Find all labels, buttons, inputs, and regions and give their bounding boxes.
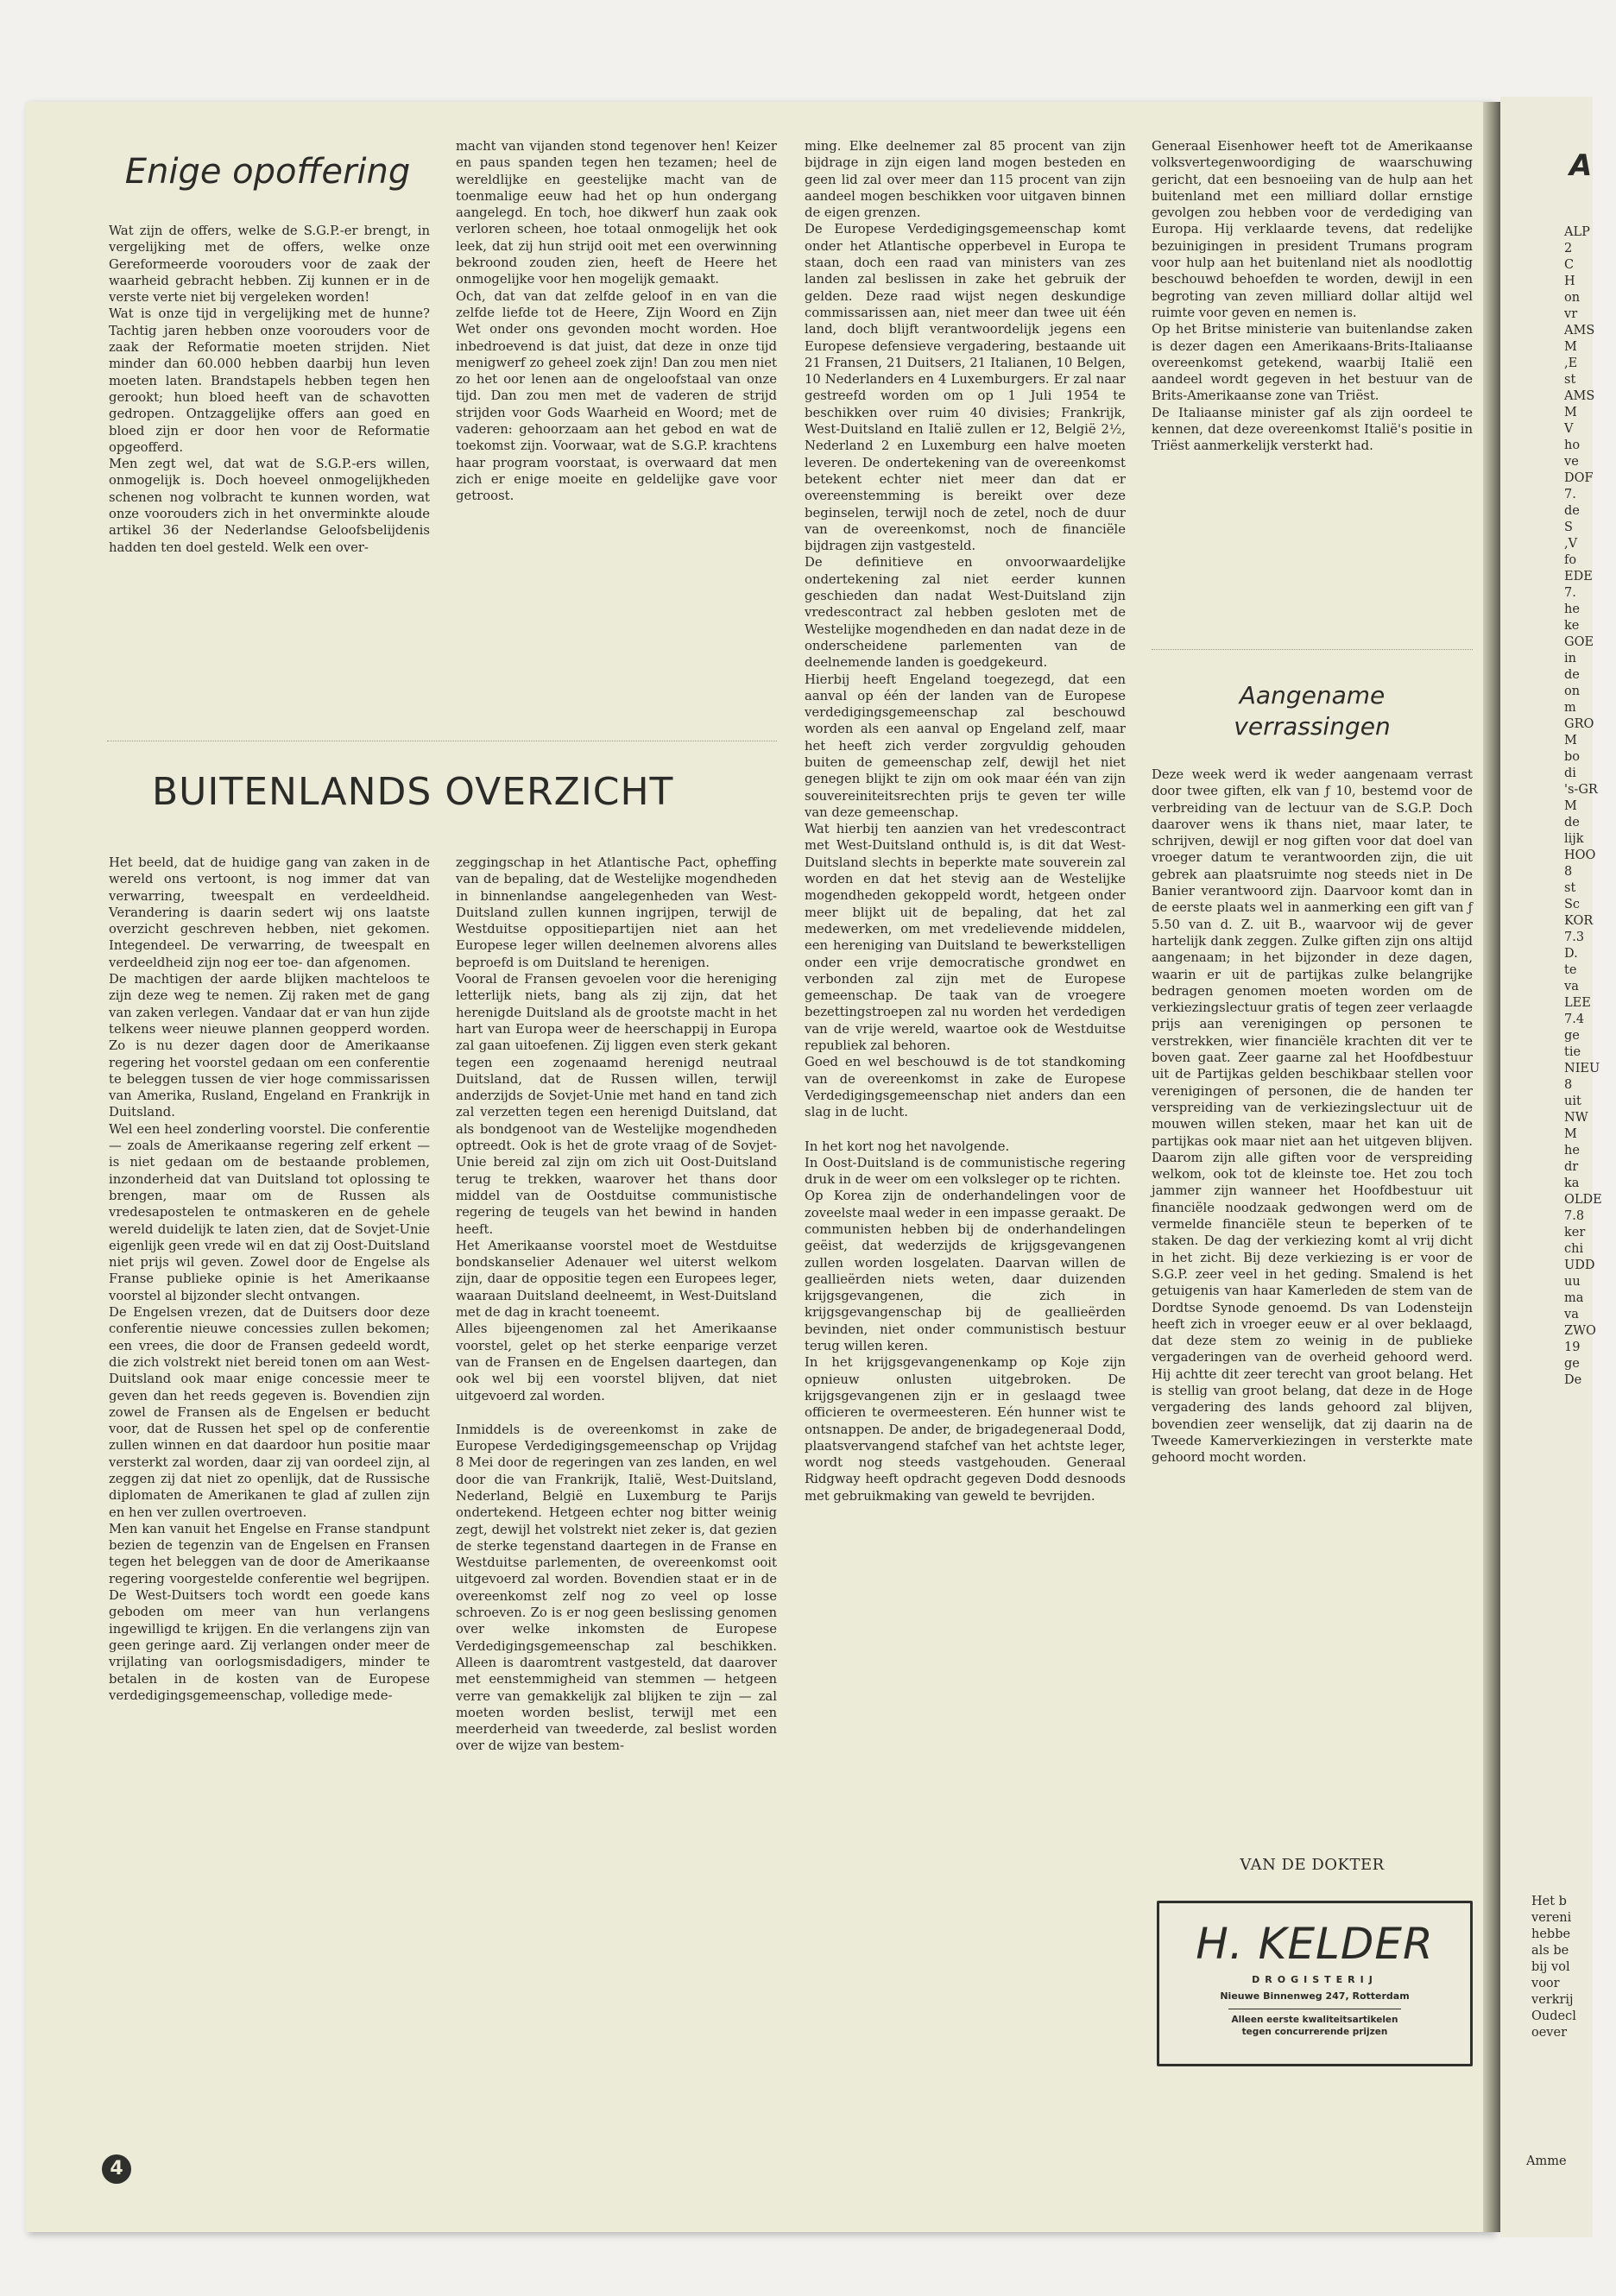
edge-text-line: 7. [1564,586,1576,600]
column-divider [1152,649,1473,650]
edge-text-line: de [1564,816,1580,829]
edge-text-line: Sc [1564,898,1581,911]
edge-text-line: C [1564,258,1575,272]
paragraph: Alles bijeengenomen zal het Amerikaanse voorstel, gelet op het sterke eenparige verzet van de Fransen en de Engelsen daartegen, dan ook wel bij een voorstel blijven, dat niet uitgevoerd zal worden. [456,1321,777,1403]
ad-subtitle: DROGISTERIJ [1252,1974,1378,1985]
opoffering-column-2 [456,138,777,505]
paragraph: Goed en wel beschouwd is de tot standkoming van de overeenkomst in zake de Europese Verdedigingsgemeenschap niet anders dan een slag in de lucht. [805,1055,1126,1120]
paragraph: Wat hierbij ten aanzien van het vredescontract met West-Duitsland onthuld is, is dit dat West-Duitsland slechts in beperkte mate souverein zal worden en dat het stevig aan de Westelijke mogendheden gekoppeld wordt, hetgeen onder meer blijkt uit de bepaling, dat het zal medewerken, om met vredelievende middelen, een hereniging van Duitsland te bewerkstelligen onder een vrije democratische grondwet en verbonden zal zijn met de Europese gemeenschap. De taak van de vroegere bezettingstroepen zal nu worden het verdedigen van de vrije wereld, waartoe ook de Westduitse republiek zal behoren. [805,822,1126,1054]
paragraph: De Europese Verdedigingsgemeenschap komt onder het Atlantische opperbevel in Europa te staan, doch een raad van ministers van zes landen zal beslissen in zake het gebruik der gelden. Deze raad wijst negen deskundige commissarissen aan, niet meer dan twee uit één land, doch blijft verantwoordelijk jegens een Europese defensieve vergadering, bestaande uit 21 Fransen, 21 Duitsers, 21 Italianen, 10 Belgen, 10 Nederlanders en 4 Luxemburgers. Er zal naar gestreefd worden om op 1 Juli 1954 te beschikken over ruim 40 divisies; Frankrijk, West-Duitsland en Italië zullen er 12, België 2½, Nederland 2 en Luxemburg een halve moeten leveren. De ondertekening van de overeenkomst betekent echter niet meer dan dat er overeenstemming is bereikt over deze beginselen, terwijl noch de zetel, noch de duur van de overeenkomst, noch de financiële bijdragen zijn vastgesteld. [805,222,1126,554]
edge-text-line: M [1564,734,1577,747]
edge-text-line: fo [1564,553,1577,567]
paragraph: Vooral de Fransen gevoelen voor die hereniging letterlijk niets, bang als zij zijn, dat het herenigde Duitsland als de grootste macht in het hart van Europa weer de heerschappij in Europa zal gaan uitoefenen. Zij liggen even sterk gekant tegen een zogenaamd herenigd neutraal Duitsland, dat de Russen willen, terwijl anderzijds de Sovjet-Unie met hand en tand zich zal verzetten tegen een herenigd Duitsland, dat als bondgenoot van de Westelijke mogendheden optreedt. Ook is het de grote vraag of de Sovjet-Unie bereid zal zijn om zich uit Oost-Duitsland terug te trekken, waarover het thans door middel van de Oostduitse communistische regering de teugels van het bewind in handen heeft. [456,972,777,1237]
edge-text-line: vereni [1531,1911,1572,1925]
edge-text-line: tie [1564,1045,1581,1059]
edge-text-line: uit [1564,1094,1581,1108]
advertisement-h-kelder [1157,1901,1473,2066]
edge-text-line: ALP [1564,225,1590,239]
edge-text-line: de [1564,504,1580,518]
next-page-edge [1500,97,1602,2237]
edge-text-line: on [1564,291,1581,305]
next-page-bottom-text [1531,1894,1600,2041]
paragraph: Men zegt wel, dat wat de S.G.P.-ers willen, onmogelijk is. Doch hoeveel onmogelijkheden schenen nog volbracht te kunnen worden, wat onze voorouders zich in het onverminkte aloude artikel 36 der Nederlandse Geloofsbelijdenis hadden ten doel gesteld. Welk een over- [109,457,430,555]
headline-line-2: verrassingen [1234,712,1391,741]
edge-text-line: ke [1564,619,1580,633]
edge-text-line: NW [1564,1111,1588,1125]
edge-text-line: 7.8 [1564,1209,1585,1223]
paragraph: macht van vijanden stond tegenover hen! Keizer en paus spanden tegen hen tezamen; heel de wereldlijke en geestelijke macht van de toenmalige eeuw had het op hun ondergang aangelegd. En toch, hoe dikwerf hun zaak ook verloren scheen, hoe totaal onmogelijk het ook leek, dat zij hun strijd ooit met een overwinning bekroond zouden zien, heeft de Heere het onmogelijke voor hen mogelijk gemaakt. [456,139,777,287]
edge-text-line: voor [1531,1977,1560,1990]
edge-text-line: va [1564,980,1579,993]
edge-text-line: M [1564,799,1577,813]
edge-text-line: 7.4 [1564,1012,1585,1026]
paragraph: Op het Britse ministerie van buitenlandse zaken is dezer dagen een Amerikaans-Brits-Italiaanse overeenkomst getekend, waarbij Italië een aandeel wordt gegeven in het bestuur van de Brits-Amerikaanse zone van Triëst. [1152,322,1473,404]
paragraph: Wel een heel zonderling voorstel. Die conferentie — zoals de Amerikaanse regering zelf erkent — is niet gedaan om de bestaande problemen, inzonderheid dat van Duitsland tot oplossing te brengen, maar om de Russen als vredesapostelen te ontmaskeren en de gehele wereld duidelijk te laten zien, dat de Sovjet-Unie eigenlijk geen vrede wil en dat zij Oost-Duitsland niet prijs wil geven. Zowel door de Engelse als Franse publieke opinie is het Amerikaanse voorstel al bijzonder slecht ontvangen. [109,1121,430,1303]
buitenlands-column-2 [456,855,777,1755]
edge-text-line: D. [1564,947,1578,961]
buitenlands-column-1 [109,855,430,1704]
edge-text-line: S [1564,520,1573,534]
edge-text-line: V [1564,422,1574,436]
edge-text-line: M [1564,1127,1577,1141]
paragraph: In het kort nog het navolgende. [805,1139,1010,1154]
edge-text-line: ve [1564,455,1579,469]
paragraph: Men kan vanuit het Engelse en Franse standpunt bezien de tegenzin van de Engelsen en Fransen tegen het beleggen van de door de Amerikaanse regering voorgestelde conferentie wel begrijpen. De West-Duitsers toch wordt een goede kans geboden om meer van hun verlangens ingewilligd te krijgen. En die verlangens zijn van geen geringe aard. Zij verlangen onder meer de vrijlating van oorlogsmisdadigers, minder te betalen in de kosten van de Europese verdedigingsgemeenschap, volledige mede- [109,1521,430,1703]
edge-text-line: AMS [1564,324,1595,337]
edge-text-line: 8 [1564,1078,1573,1092]
ad-line-1: Alleen eerste kwaliteitsartikelen [1231,2015,1398,2025]
next-page-heading: A [1569,148,1593,183]
paragraph: ming. Elke deelnemer zal 85 procent van zijn bijdrage in zijn eigen land mogen besteden en geen lid zal over meer dan 115 procent van zijn aandeel mogen beschikken voor uitgaven binnen de eigen grenzen. [805,139,1126,221]
edge-text-line: bo [1564,750,1581,764]
edge-text-line: Het b [1531,1895,1567,1908]
paragraph: Deze week werd ik weder aangenaam verrast door twee giften, elk van ƒ 10, bestemd voor de verbreiding van de lectuur van de S.G.P. Doch daarover wens ik thans niet, maar later, te schrijven, dewijl er nog giften voor dat doel van vroeger datum te verantwoorden zijn, die uit gebrek aan plaatsruimte nog steeds niet in De Banier verantwoord zijn. Daarvoor komt dan in de eerste plaats wel in aanmerking een gift van ƒ 5.50 van d. Z. uit B., waarvoor wij de gever hartelijk dank zeggen. Zulke giften zijn ons altijd aangenaam; in het bijzonder in deze dagen, waarin er uit de partijkas zulke belangrijke bedragen genomen moeten worden om de verkiezingslectuur gratis of tegen zeer verlaagde prijs aan verenigingen op personen te verstrekken, wier financiële krachten dit ver te boven gaat. Zeer gaarne zal het Hoofdbestuur uit de Partijkas gelden beschikbaar stellen voor verenigingen of personen, die de handen ter verspreiding van de verkiezingslectuur uit de mouwen willen steken, maar het kan uit de partijkas ook maar niet aan het uitgeven blijven. Daarom zijn alle giften voor de verspreiding welkom, ook tot de kleinste toe. Het zou toch jammer zijn wanneer het Hoofdbestuur uit financiële noodzaak gedwongen werd om de vermelde financiële steun te beperken of te staken. De dag der verkiezing komt al vrij dicht in het zicht. Bij deze verkiezing is er voor de S.G.P. zeer veel in het geding. Smalend is het getuigenis van haar Kamerleden de stem van de Dordtse Synode genoemd. Ds van Lodensteijn heeft zich in vroeger eeuw er al over beklaagd, dat deze stem zo weinig in de publieke vergaderingen van de overheid gehoord werd. Hij achtte dit zeer terecht van groot belang. Het is stellig van groot belang, dat deze in de Hoge vergadering des lands gehoord zal blijven, bovendien zeer wenselijk, dat zij daarin na de Tweede Kamerverkiezingen in versterkte mate gehoord mocht worden. [1152,767,1473,1466]
edge-text-line: lijk [1564,832,1584,846]
paragraph: De definitieve en onvoorwaardelijke ondertekening zal niet eerder kunnen geschieden dan nadat West-Duitsland zijn vredescontract zal hebben gesloten met de Westelijke mogendheden en dan nadat deze in de onderscheidene parlementen van de deelnemende landen is goedgekeurd. [805,555,1126,671]
edge-text-line: KOR [1564,914,1594,928]
edge-text-line: DOF [1564,471,1594,485]
edge-text-line: ker [1564,1226,1586,1239]
paragraph: De Italiaanse minister gaf als zijn oordeel te kennen, dat deze overeenkomst Italië's positie in Triëst aanmerkelijk versterkt had. [1152,405,1473,454]
headline-aangename-verrassingen [1157,680,1468,742]
edge-text-line: UDD [1564,1258,1595,1272]
edge-text-line: oever [1531,2026,1568,2040]
next-page-listing [1564,224,1616,1389]
edge-text-line: ho [1564,438,1581,452]
paragraph: Hierbij heeft Engeland toegezegd, dat een aanval op één der landen van de Europese verdedigingsgemeenschap zal beschouwd worden als een aanval op Engeland zelf, maar het heeft zich verder zorgvuldig gehouden buiten de gemeenschap zelf, dewijl het niet genegen blijkt te zijn om ook maar één van zijn souvereiniteitsrechten prijs te geven ter wille van deze gemeenschap. [805,672,1126,820]
buitenlands-column-3 [805,138,1126,1504]
next-page-footer: Amme [1526,2154,1567,2168]
paragraph: Generaal Eisenhower heeft tot de Amerikaanse volksvertegenwoordiging de waarschuwing gericht, dat een besnoeiing van de hulp aan het buitenland met een milliard dollar ernstige gevolgen zou hebben voor de verdediging van Europa. Hij verklaarde tevens, dat redelijke bezuinigingen in president Trumans program voor hulp aan het buitenland niet als noodlottig beschouwd behoefden te worden, dewijl in een begroting van zeven milliard dollar altijd wel ruimte voor geven en nemen is. [1152,139,1473,320]
edge-text-line: ,V [1564,537,1578,551]
edge-text-line: GRO [1564,717,1594,731]
edge-text-line: als be [1531,1944,1569,1958]
edge-text-line: st [1564,881,1576,895]
edge-text-line: NIEU [1564,1062,1600,1075]
edge-text-line: AMS [1564,389,1595,403]
edge-text-line: he [1564,1144,1580,1157]
buitenlands-column-4 [1152,138,1473,455]
edge-text-line: he [1564,602,1580,616]
edge-text-line: EDE [1564,570,1593,583]
edge-text-line: OLDE [1564,1193,1602,1207]
edge-text-line: 8 [1564,865,1573,879]
edge-text-line: 7. [1564,488,1576,501]
verrassingen-body [1152,766,1473,1466]
edge-text-line: ge [1564,1357,1580,1371]
edge-text-line: ka [1564,1176,1580,1190]
paragraph: zeggingschap in het Atlantische Pact, opheffing van de bepaling, dat de Westelijke mogendheden in binnenlandse aangelegenheden van West-Duitsland zullen kunnen ingrijpen, terwijl de Westduitse oppositiepartijen niet aan het Europese leger willen deelnemen alvorens alles beproefd is om Duitsland te herenigen. [456,855,777,970]
ad-name: H. KELDER [1196,1919,1434,1969]
edge-text-line: M [1564,406,1577,419]
edge-text-line: H [1564,274,1575,288]
paragraph: De machtigen der aarde blijken machteloos te zijn deze weg te nemen. Zij raken met de gang van zaken verlegen. Vandaar dat er van hun zijde telkens weer nieuwe plannen geopperd worden. Zo is nu dezer dagen door de Amerikaanse regering het voorstel gedaan om een conferentie te beleggen tussen de vier hoge commissarissen van Amerika, Rusland, Engeland en Frankrijk in Duitsland. [109,972,430,1120]
edge-text-line: in [1564,652,1576,665]
headline-buitenlands-overzicht: BUITENLANDS OVERZICHT [152,770,674,814]
edge-text-line: GOE [1564,635,1594,649]
edge-text-line: va [1564,1308,1579,1321]
signature: VAN DE DOKTER [1240,1856,1385,1874]
page-gutter [1483,102,1500,2232]
edge-text-line: de [1564,668,1580,682]
paragraph [805,1121,1126,1139]
paragraph: Op Korea zijn de onderhandelingen voor de zoveelste maal weder in een impasse geraakt. De communisten hebben bij de onderhandelingen geëist, dat wederzijds de krijgsgevangenen zullen worden losgelaten. Daarvan willen de geallieërden niets weten, daar duizenden krijgsgevangenen, die zich in krijgsgevangenschap bij de geallieërden bevinden, niet onder communistisch bestuur terug willen keren. [805,1189,1126,1354]
edge-text-line: chi [1564,1242,1584,1256]
edge-text-line: verkrij [1531,1993,1574,2007]
edge-text-line: st [1564,373,1576,387]
paragraph: Het Amerikaanse voorstel moet de Westduitse bondskanselier Adenauer wel uiterst welkom zijn, daar de oppositie tegen een Europees leger, waaraan Duitsland deelneemt, in West-Duitsland met de dag in kracht toeneemt. [456,1238,777,1321]
paragraph: De Engelsen vrezen, dat de Duitsers door deze conferentie nieuwe concessies zullen bekomen; een vrees, die door de Fransen gedeeld wordt, die zich volstrekt niet bereid tonen om aan West-Duitsland ook maar enige concessie meer te geven dan het reeds gegeven is. Bovendien zijn zowel de Fransen als de Engelsen er beducht voor, dat de Russen het spel op de conferentie zullen winnen en dat daardoor hun positie maar versterkt zal worden, daar zij van oordeel zijn, al zeggen zij dat niet zo openlijk, dat de Russische diplomaten de Amerikanen te glad af zullen zijn en hen ver zullen overtroeven. [109,1305,430,1520]
edge-text-line: LEE [1564,996,1591,1010]
edge-text-line: De [1564,1373,1582,1387]
edge-text-line: uu [1564,1275,1581,1289]
edge-text-line: hebbe [1531,1927,1571,1941]
paragraph: Och, dat van dat zelfde geloof in en van die zelfde liefde tot de Heere, Zijn Woord en Zijn Wet onder ons gevonden mocht worden. Hoe inbedroevend is dat juist, dat deze in onze tijd menigwerf zo geheel zoek zijn! Dan zou men niet zo het oor lenen aan de ongeloofstaal van onze tijd. Dan zou men met de vaderen de strijd strijden voor Gods Waarheid en Woord; met de vaderen: gehoorzaam aan het gebod en wat de toekomst zijn. Voorwaar, wat de S.G.P. krachtens haar program voorstaat, is overwaard dat men zich er enige moeite en geldelijke gave voor getroost. [456,288,777,504]
edge-text-line: ma [1564,1291,1584,1305]
paragraph: Wat zijn de offers, welke de S.G.P.-er brengt, in vergelijking met de offers, welke onze Gereformeerde voorouders voor de zaak der waarheid gebracht hebben. Zij kunnen er in de verste verte niet bij vergeleken worden! [109,224,430,306]
edge-text-line: vr [1564,307,1578,321]
edge-text-line: on [1564,684,1581,698]
paragraph: Wat is onze tijd in vergelijking met de hunne? Tachtig jaren hebben onze voorouders voor de zaak der Reformatie moeten strijden. Niet minder dan 60.000 hebben daarbij hun leven moeten laten. Brandstapels hebben tegen hen gerookt; hun bloed heeft van de schavotten gedropen. Ontzaggelijke offers aan goed en bloed zijn er door hen voor de Reformatie opgeofferd. [109,306,430,455]
edge-text-line: ,E [1564,356,1578,370]
edge-text-line: 's-GR [1564,783,1598,797]
edge-text-line: 7.3 [1564,930,1585,944]
edge-text-line: te [1564,963,1577,977]
paragraph: Het beeld, dat de huidige gang van zaken in de wereld ons vertoont, is nog immer dat van verwarring, tweespalt en verdeeldheid. Verandering is daarin sedert wij ons laatste overzicht geschreven hebben, niet gekomen. Integendeel. De verwarring, de tweespalt en verdeeldheid zijn nog eer toe- dan afgenomen. [109,855,430,970]
edge-text-line: 2 [1564,242,1573,255]
page-number: 4 [102,2154,131,2184]
opoffering-column-1 [109,223,430,556]
edge-text-line: HOO [1564,848,1596,862]
edge-text-line: dr [1564,1160,1579,1174]
paragraph: In Oost-Duitsland is de communistische regering druk in de weer om een volksleger op te richten. [805,1155,1126,1188]
edge-text-line: m [1564,701,1576,715]
edge-text-line: M [1564,340,1577,354]
edge-text-line: ZWO [1564,1324,1596,1338]
edge-text-line: bij vol [1531,1960,1570,1974]
edge-text-line: di [1564,766,1576,780]
paragraph [456,1404,777,1422]
edge-text-line: ge [1564,1029,1580,1043]
paragraph: In het krijgsgevangenenkamp op Koje zijn opnieuw onlusten uitgebroken. De krijgsgevangenen zijn er in geslaagd twee officieren te overmeesteren. Eén hunner wist te ontsnappen. De ander, de brigadegeneraal Dodd, plaatsvervangend stafchef van het achtste leger, wordt nog steeds vastgehouden. Generaal Ridgway heeft opdracht gegeven Dodd desnoods met gebruikmaking van geweld te bevrijden. [805,1355,1126,1504]
ad-line-2: tegen concurrerende prijzen [1241,2027,1388,2037]
paragraph: Inmiddels is de overeenkomst in zake de Europese Verdedigingsgemeenschap op Vrijdag 8 Mei door de regeringen van zes landen, en wel door die van Frankrijk, Italië, West-Duitsland, Nederland, België en Luxemburg te Parijs ondertekend. Hetgeen echter nog bitter weinig zegt, dewijl het volstrekt niet zeker is, dat gezien de sterke tegenstand daartegen in de Franse en Westduitse parlementen, de overeenkomst ooit uitgevoerd zal worden. Bovendien staat er in de overeenkomst zelf nog zo veel op losse schroeven. Zo is er nog geen beslissing genomen over welke inkomsten de Europese Verdedigingsgemeenschap zal beschikken. Alleen is daaromtrent vastgesteld, dat daarover met eenstemmigheid van stemmen — hetgeen verre van gemakkelijk zal blijken te zijn — zal moeten worden beslist, terwijl met een meerderheid van tweederde, zal beslist worden over de wijze van bestem- [456,1422,777,1754]
headline-enige-opoffering: Enige opoffering [124,152,411,192]
ad-address: Nieuwe Binnenweg 247, Rotterdam [1220,1990,1410,2002]
edge-text-line: 19 [1564,1340,1581,1354]
headline-line-1: Aangename [1239,681,1386,710]
edge-text-line: Oudecl [1531,2009,1576,2023]
